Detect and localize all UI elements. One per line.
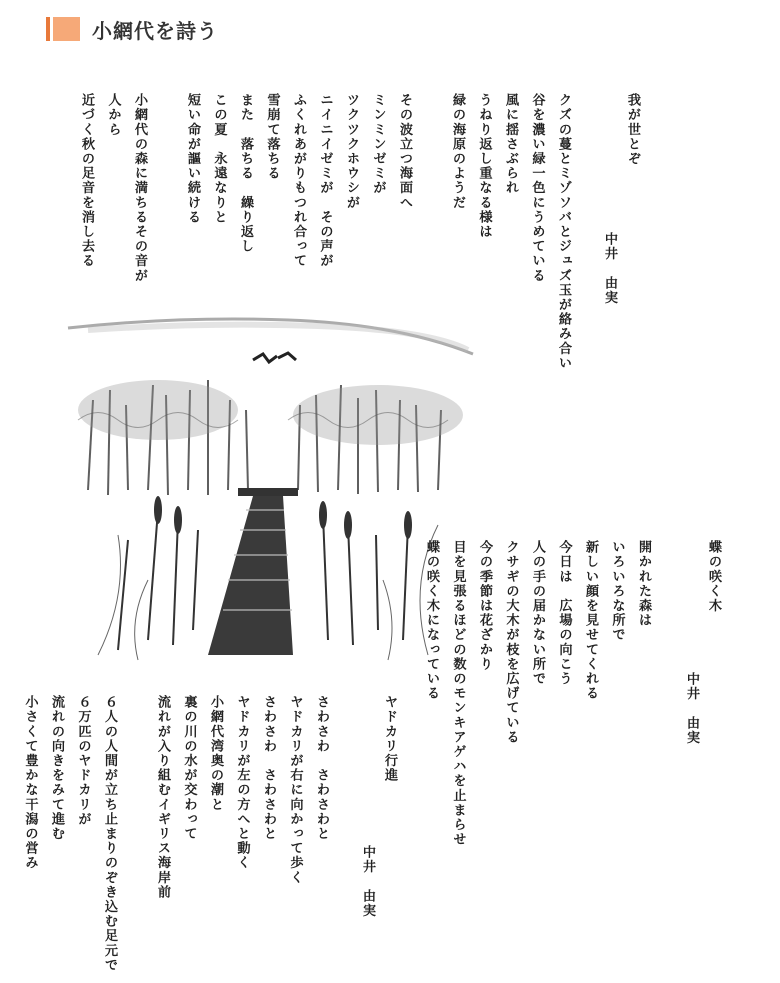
poem3-line bbox=[122, 695, 149, 980]
poem1-line: 小網代の森に満ちるその音が bbox=[132, 93, 147, 283]
poem2-line: 目を見張るほどの数のモンキアゲハを止まらせ bbox=[450, 540, 466, 847]
poem3-line: 小さくて豊かな干潟の営み bbox=[22, 695, 38, 871]
poem-2-author-col bbox=[678, 672, 705, 752]
poem2-line: 新しい顔を見せてくれる bbox=[583, 540, 598, 701]
page-title: 小網代を詩う bbox=[92, 18, 218, 43]
poem3-line: ヤドカリが右に向かって歩く bbox=[287, 695, 303, 885]
poem1-line: ニイニイゼミが その声が bbox=[317, 93, 333, 269]
poem1-line: この夏 永遠なりと bbox=[211, 93, 227, 225]
poem1-line: 近づく秋の足音を消し去る bbox=[79, 93, 94, 269]
poem-3-body bbox=[16, 695, 334, 980]
poem-2-body bbox=[418, 540, 657, 870]
poem-3-author-col bbox=[354, 845, 381, 925]
poem-2-head bbox=[700, 540, 727, 660]
poem2-line: クサギの大木が枝を広げている bbox=[503, 540, 519, 745]
poem1-line: 緑の海原のようだ bbox=[450, 93, 465, 210]
poem-1-author: 中井 由実 bbox=[602, 232, 617, 305]
poem-1-author-col bbox=[596, 232, 623, 322]
poem1-line: また 落ちる 繰り返し bbox=[238, 93, 253, 254]
poem3-line: 裏の川の水が交わって bbox=[181, 695, 197, 841]
header-accent-bar bbox=[46, 17, 50, 41]
poem1-line: ふくれあがりもつれ合って bbox=[291, 93, 306, 269]
poem3-line: ６人の人間が立ち止まりのぞき込む足元で bbox=[102, 695, 117, 973]
poem1-line: ミンミンゼミが bbox=[370, 93, 386, 196]
poem2-line: 人の手の届かない所で bbox=[530, 540, 545, 686]
poem2-line: いろいろな所で bbox=[609, 540, 625, 643]
poem3-line: ヤドカリが左の方へと動く bbox=[234, 695, 250, 871]
poem3-line: 流れの向きをみて進む bbox=[49, 695, 64, 841]
poem1-line: ツクツクホウシが bbox=[344, 93, 359, 210]
poem-3-head bbox=[376, 695, 403, 815]
poem-2-title: 蝶の咲く木 bbox=[706, 540, 721, 613]
poem-3-author: 中井 由実 bbox=[360, 845, 375, 918]
poem1-line: 風に揺さぶられ bbox=[503, 93, 518, 196]
poem-2-author: 中井 由実 bbox=[684, 672, 699, 745]
poem1-line: その波立つ海面へ bbox=[397, 93, 412, 210]
poem3-line: さわさわ さわさわと bbox=[314, 695, 329, 841]
poem2-line: 今の季節は花ざかり bbox=[477, 540, 492, 672]
poem3-line: さわさわ さわさわと bbox=[261, 695, 276, 841]
poem1-line: クズの蔓とミゾソバとジュズ玉が絡み合い bbox=[556, 93, 571, 371]
poem3-line: ６万匹のヤドカリが bbox=[75, 695, 91, 827]
poem1-line: うねり返し重なる様は bbox=[476, 93, 492, 239]
poem1-line: 人から bbox=[105, 93, 121, 137]
header-accent-box bbox=[53, 17, 80, 41]
poem2-line: 蝶の咲く木になっている bbox=[424, 540, 439, 701]
page-header bbox=[46, 14, 218, 44]
poem-3-title: ヤドカリ行進 bbox=[382, 695, 397, 783]
poem3-line: 小網代湾奥の潮と bbox=[208, 695, 223, 812]
poem1-line: 雪崩て落ちる bbox=[264, 93, 280, 181]
poem1-line: 谷を濃い緑一色にうめている bbox=[529, 93, 545, 283]
poem3-line: 流れが入り組むイギリス海岸前 bbox=[155, 695, 170, 900]
poem1-line: 短い命が謳い続ける bbox=[185, 93, 200, 225]
poem-1-title: 我が世とぞ bbox=[625, 93, 640, 166]
ink-wash-forest-boardwalk-illustration bbox=[58, 310, 478, 680]
poem2-line: 開かれた森は bbox=[636, 540, 651, 628]
poem2-line: 今日は 広場の向こう bbox=[556, 540, 572, 686]
